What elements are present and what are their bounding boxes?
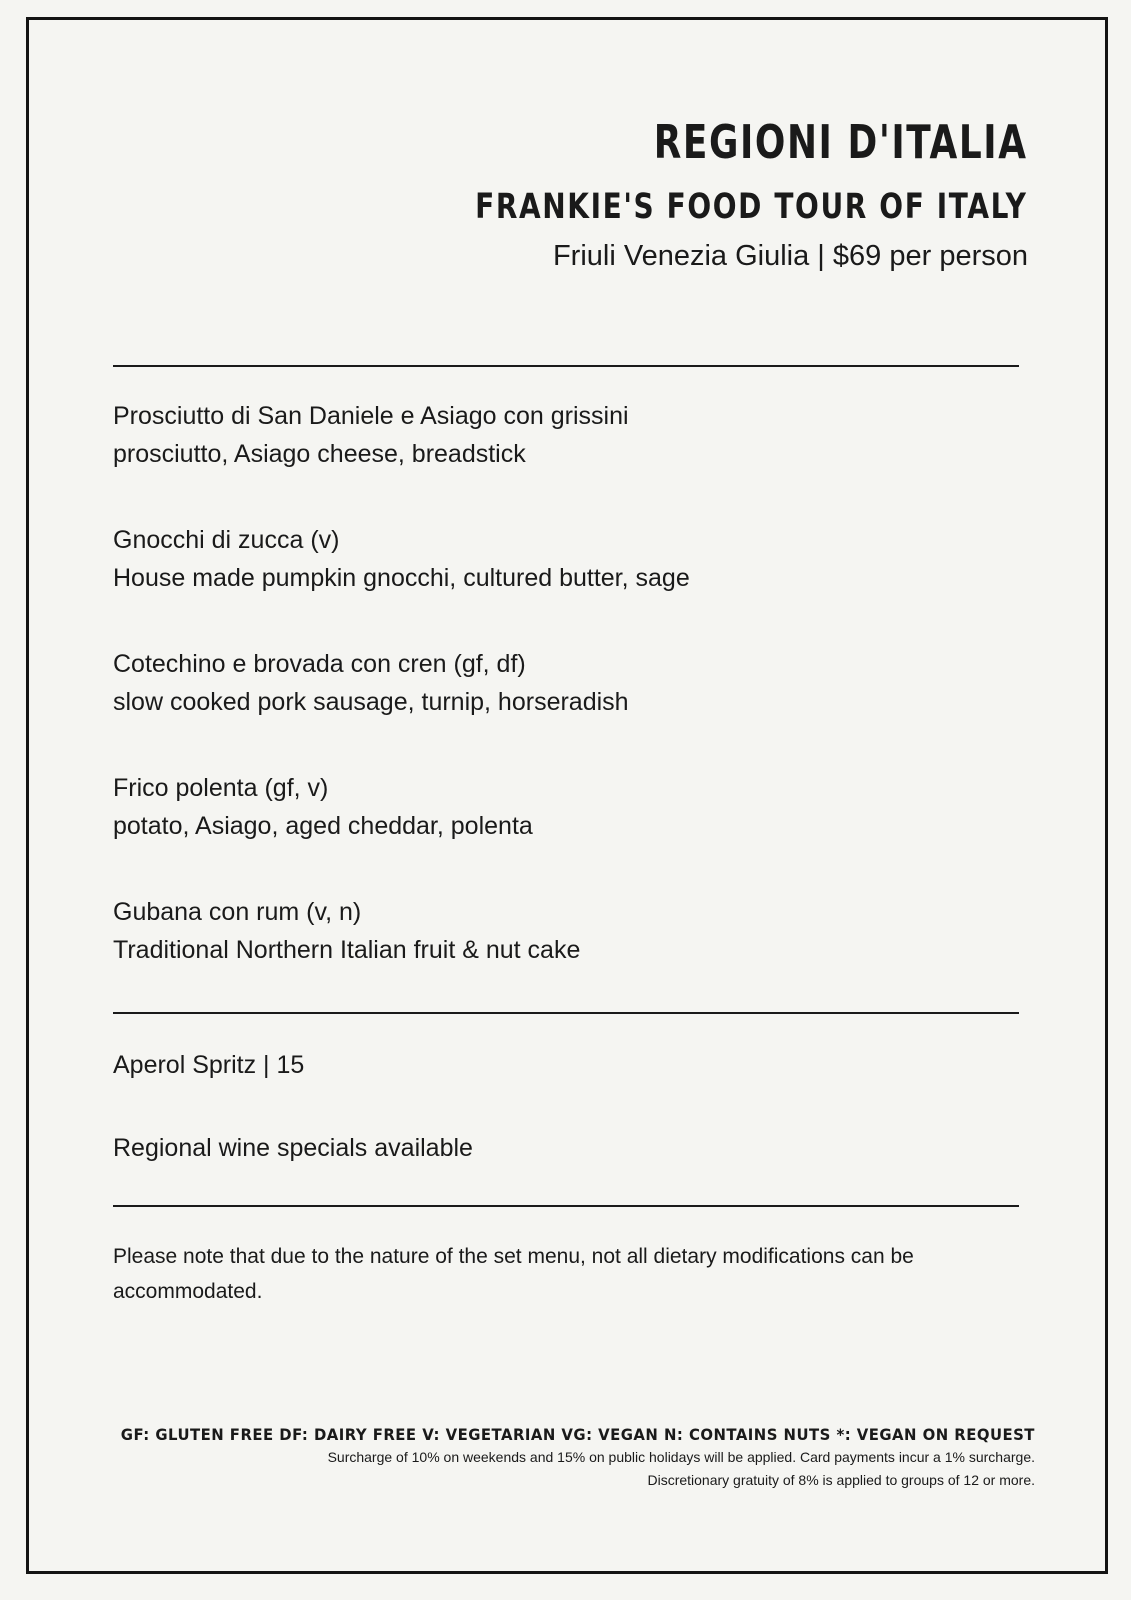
drink-spritz: Aperol Spritz | 15 [113,1051,305,1079]
dietary-legend: GF: GLUTEN FREE DF: DAIRY FREE V: VEGETARIAN VG: VEGAN N: CONTAINS NUTS *: VEGAN ON REQUEST [120,1425,1035,1444]
dish-name: Gubana con rum (v, n) [113,898,362,926]
dish-description: potato, Asiago, aged cheddar, polenta [113,812,533,840]
dish-description: House made pumpkin gnocchi, cultured butter, sage [113,564,690,592]
divider-middle [113,1012,1019,1014]
footer [52,1424,1035,1492]
dietary-note: Please note that due to the nature of the set menu, not all dietary modifications can be accommodated. [113,1245,914,1303]
dish-description: Traditional Northern Italian fruit & nut cake [113,936,581,964]
surcharge-note: Surcharge of 10% on weekends and 15% on public holidays will be applied. Card payments incur a 1% surcharge. [327,1449,1035,1465]
dish-description: slow cooked pork sausage, turnip, horseradish [113,688,629,716]
divider-top [113,365,1019,367]
dish-description: prosciutto, Asiago cheese, breadstick [113,440,526,468]
gratuity-note: Discretionary gratuity of 8% is applied to groups of 12 or more. [647,1472,1035,1488]
menu-item [113,400,1019,470]
menu-item [113,524,1019,594]
menu-item [113,772,1019,842]
dish-name: Cotechino e brovada con cren (gf, df) [113,650,526,678]
menu-header [337,112,1028,276]
dish-name: Gnocchi di zucca (v) [113,526,340,554]
drink-wine-specials: Regional wine specials available [113,1134,473,1162]
menu-item [113,648,1019,718]
dish-name: Frico polenta (gf, v) [113,774,329,802]
menu-item [113,896,1019,966]
menu-subtitle: FRANKIE'S FOOD TOUR OF ITALY [475,187,1028,227]
divider-bottom [113,1205,1019,1207]
menu-title: REGIONI D'ITALIA [654,115,1028,169]
region-price: Friuli Venezia Giulia | $69 per person [552,240,1028,272]
dish-name: Prosciutto di San Daniele e Asiago con grissini [113,402,629,430]
